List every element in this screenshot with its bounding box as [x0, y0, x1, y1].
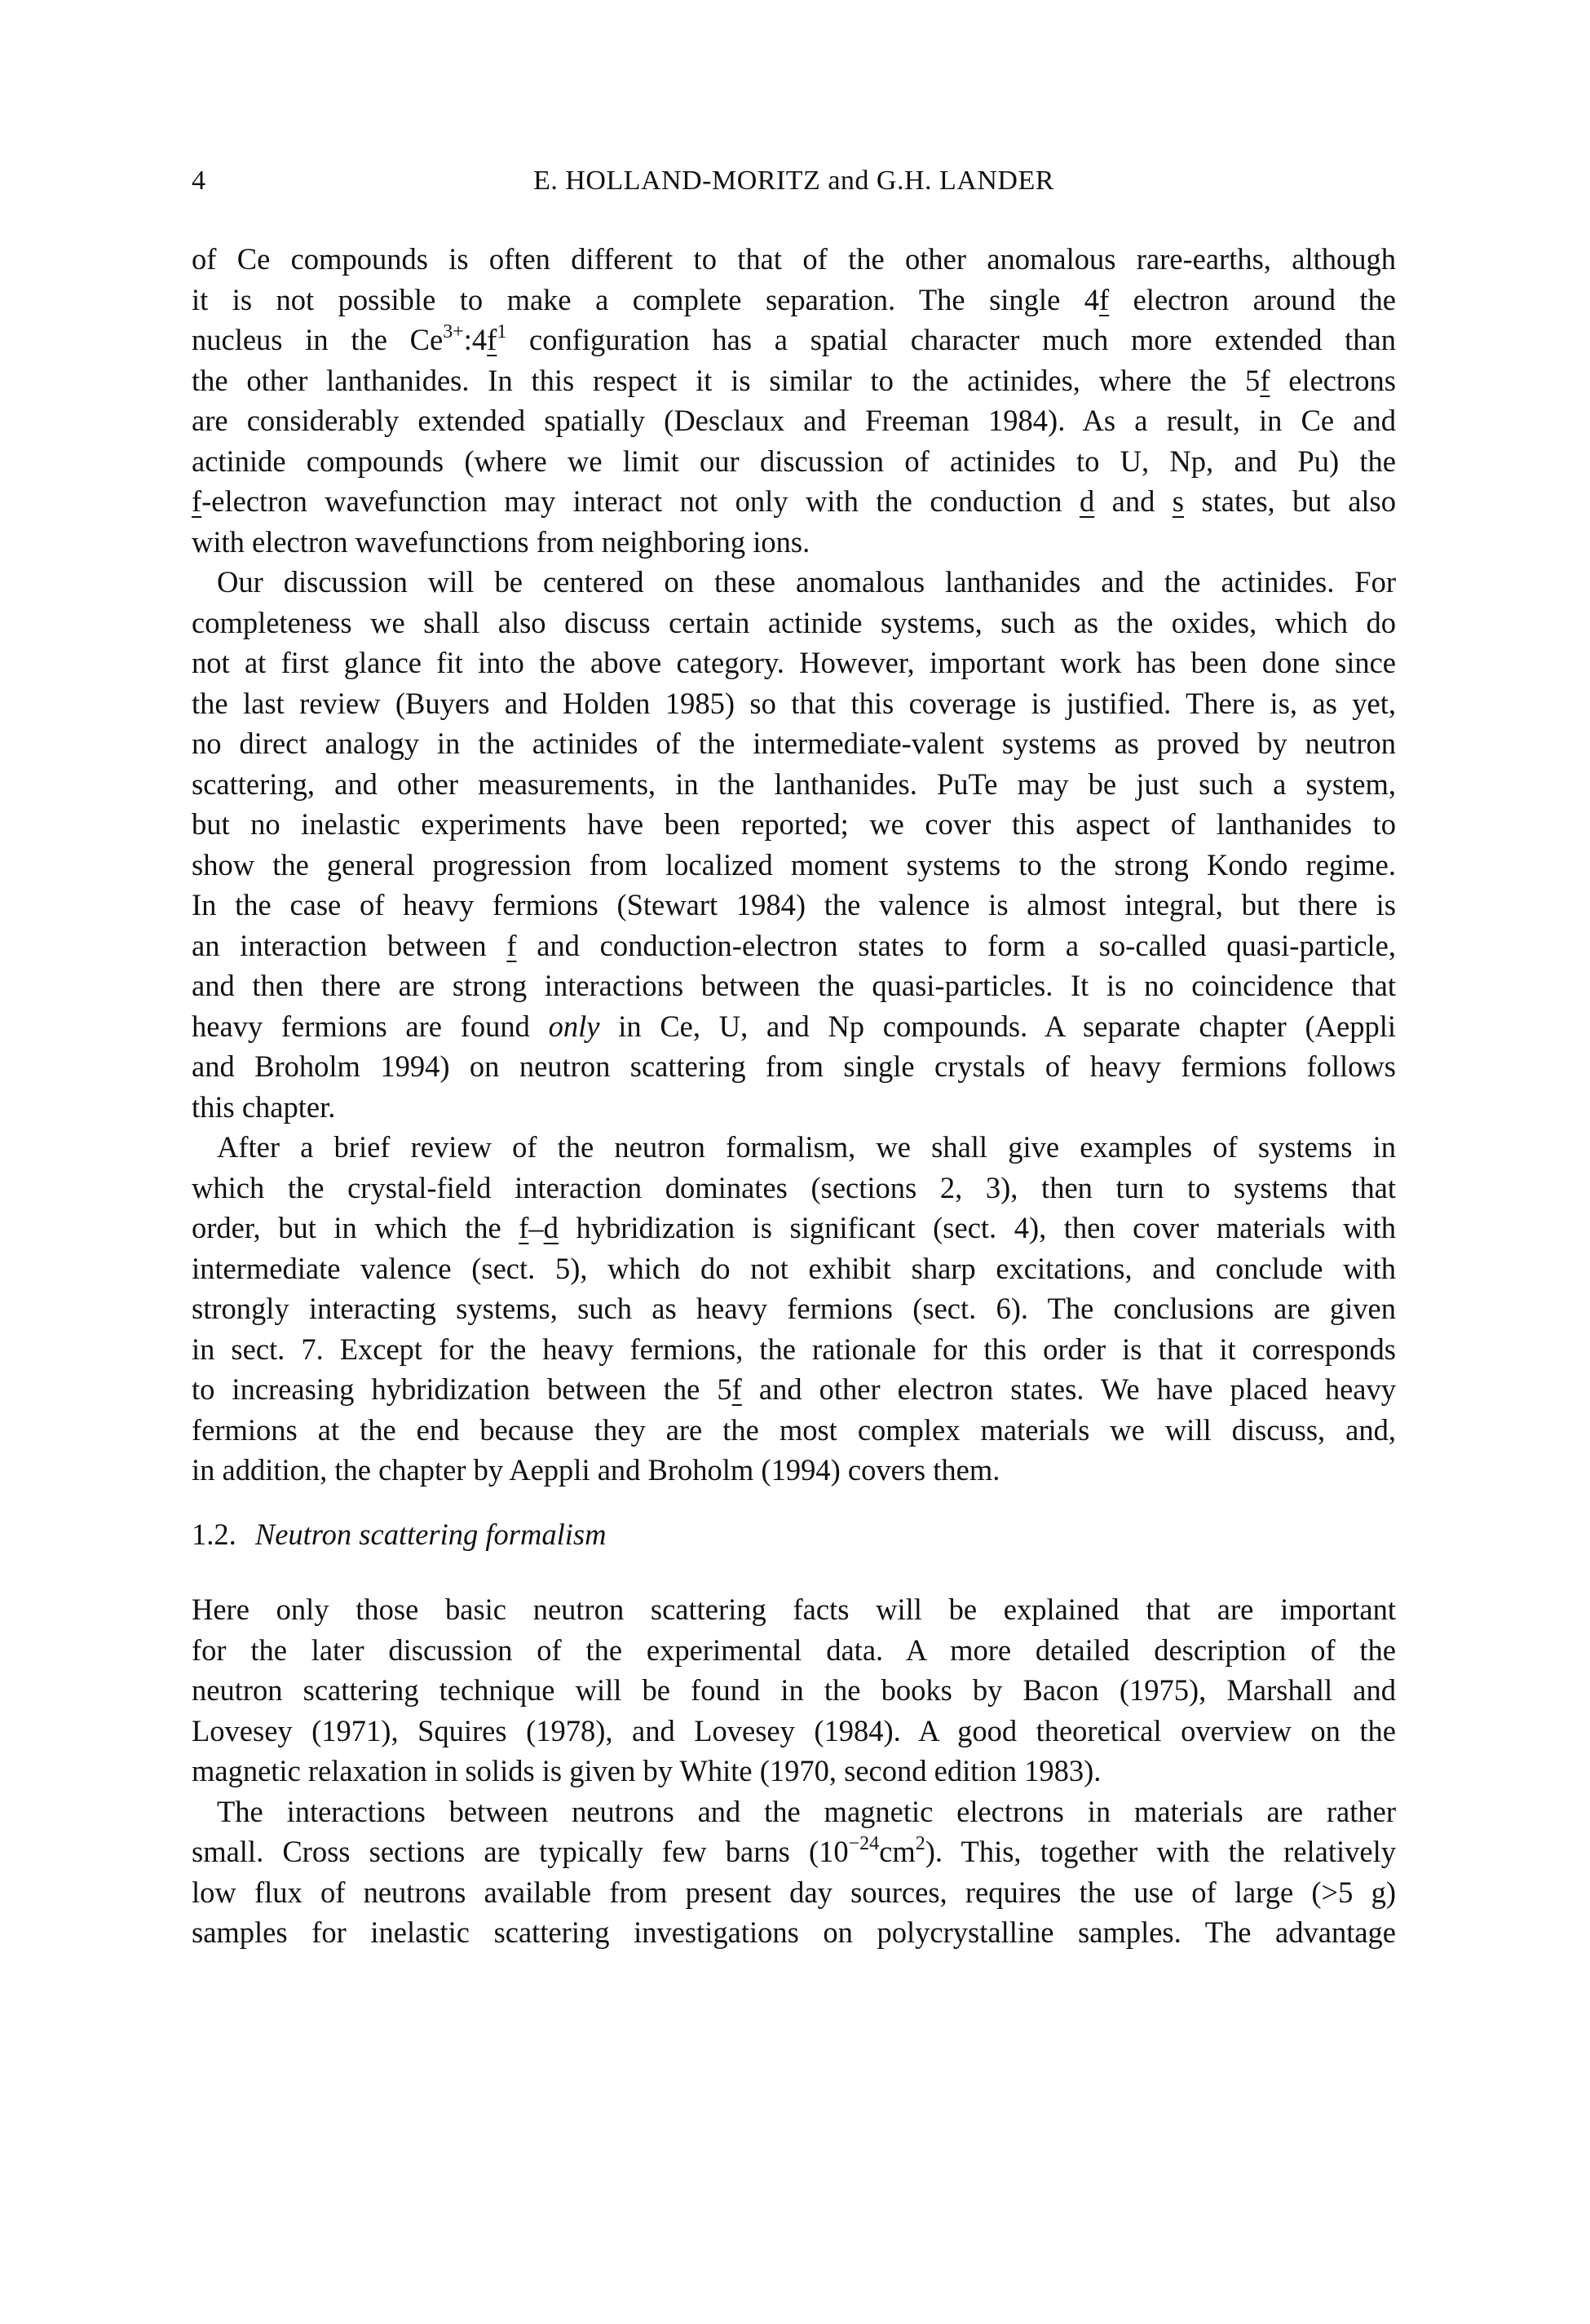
text-run: intermediate valence (sect. 5), which do not exhibit sharp excitations, and conclude with	[192, 1251, 1396, 1285]
text-run: neutron scattering technique will be found in the books by Bacon (1975), Marshall and	[192, 1673, 1396, 1707]
text-run: and	[1094, 484, 1173, 518]
underlined-symbol: f	[1098, 282, 1110, 316]
text-line	[192, 926, 1396, 966]
text-line	[192, 1208, 1396, 1248]
text-run: small. Cross sections are typically few barns (10	[192, 1835, 849, 1868]
text-run: an interaction between	[192, 928, 507, 962]
text-run: the last review (Buyers and Holden 1985) so that this coverage is justified. There is, as yet,	[192, 686, 1396, 720]
text-run: configuration has a spatial character much more extended than	[506, 323, 1397, 356]
text-run: for the later discussion of the experimental data. A more detailed description of the	[192, 1633, 1396, 1667]
text-run: with electron wavefunctions from neighboring ions.	[192, 524, 810, 559]
text-line	[217, 1127, 1396, 1168]
text-line	[192, 1630, 1396, 1671]
text-run: electron around the	[1109, 282, 1396, 316]
text-run: to increasing hybridization between the 5	[192, 1372, 732, 1406]
running-head: E. HOLLAND-MORITZ and G.H. LANDER	[533, 166, 1054, 196]
section-heading	[192, 1514, 606, 1555]
text-run: in sect. 7. Except for the heavy fermions, the rationale for this order is that it corresponds	[192, 1332, 1396, 1366]
text-run: –	[528, 1211, 544, 1244]
text-run: scattering, and other measurements, in the lanthanides. PuTe may be just such a system,	[192, 767, 1396, 801]
text-run: heavy fermions are found	[192, 1009, 549, 1043]
text-run: In the case of heavy fermions (Stewart 1984) the valence is almost integral, but there is	[192, 888, 1396, 921]
text-line	[192, 804, 1396, 845]
text-run: Our discussion will be centered on these anomalous lanthanides and the actinides. For	[217, 565, 1396, 599]
text-run: in addition, the chapter by Aeppli and Broholm (1994) covers them.	[192, 1453, 1000, 1487]
text-line	[192, 764, 1396, 805]
text-run: hybridization is significant (sect. 4), then cover materials with	[558, 1211, 1397, 1244]
text-line	[192, 481, 1396, 522]
text-line	[192, 1288, 1396, 1329]
text-run: show the general progression from localized moment systems to the strong Kondo regime.	[192, 847, 1396, 881]
section-title: Neutron scattering formalism	[254, 1518, 607, 1551]
text-line	[192, 1046, 1396, 1087]
text-run: order, but in which the	[192, 1211, 519, 1244]
text-line	[192, 400, 1396, 441]
page-number: 4	[192, 166, 205, 196]
text-line	[192, 643, 1396, 683]
text-line	[192, 1670, 1396, 1711]
text-line	[192, 1751, 1396, 1792]
text-line	[192, 1410, 1396, 1451]
text-line	[192, 603, 1396, 643]
underlined-symbol: d	[1079, 484, 1095, 518]
text-run: ). This, together with the relatively	[925, 1835, 1397, 1868]
text-line	[192, 845, 1396, 886]
underlined-symbol: s	[1172, 484, 1185, 518]
text-line	[192, 1831, 1396, 1872]
text-run: and then there are strong interactions between the quasi-particles. It is no coincidence that	[192, 969, 1396, 1002]
text-run: After a brief review of the neutron formalism, we shall give examples of systems in	[217, 1130, 1396, 1164]
underlined-symbol: f	[192, 484, 202, 518]
text-run: the other lanthanides. In this respect it is similar to the actinides, where the 5	[192, 363, 1261, 397]
underlined-symbol: f	[487, 323, 497, 356]
text-line	[192, 320, 1396, 360]
text-line	[192, 1168, 1396, 1208]
underlined-symbol: f	[1260, 363, 1270, 397]
text-line	[192, 280, 1396, 320]
text-line	[192, 1087, 1396, 1128]
superscript: 3+	[443, 321, 464, 342]
text-line	[192, 885, 1396, 926]
text-line	[192, 1912, 1396, 1953]
text-run: Lovesey (1971), Squires (1978), and Lovesey (1984). A good theoretical overview on the	[192, 1713, 1396, 1747]
text-run: no direct analogy in the actinides of the intermediate-valent systems as proved by neutron	[192, 727, 1396, 760]
text-run: completeness we shall also discuss certain actinide systems, such as the oxides, which do	[192, 605, 1396, 639]
text-line	[192, 723, 1396, 764]
text-run: low flux of neutrons available from present day sources, requires the use of large (>5 g)	[192, 1875, 1396, 1909]
text-line	[192, 1589, 1396, 1630]
text-line	[192, 1450, 1396, 1491]
text-run: :4	[463, 323, 488, 356]
text-line	[192, 239, 1396, 280]
text-run: cm	[879, 1835, 916, 1868]
text-run: not at first glance fit into the above category. However, important work has been done since	[192, 646, 1396, 679]
text-run: and other electron states. We have placed heavy	[741, 1372, 1396, 1406]
text-run: in Ce, U, and Np compounds. A separate chapter (Aeppli	[599, 1009, 1396, 1043]
text-line	[192, 1711, 1396, 1752]
italic-text: only	[548, 1009, 600, 1043]
superscript: 2	[915, 1833, 925, 1854]
text-line	[192, 1248, 1396, 1289]
text-line	[192, 522, 1396, 563]
text-line	[217, 1792, 1396, 1832]
text-run: Here only those basic neutron scattering facts will be explained that are important	[192, 1593, 1396, 1626]
text-run: but no inelastic experiments have been reported; we cover this aspect of lanthanides to	[192, 807, 1396, 841]
text-run: which the crystal-field interaction dominates (sections 2, 3), then turn to systems that	[192, 1170, 1396, 1204]
text-run: are considerably extended spatially (Desclaux and Freeman 1984). As a result, in Ce and	[192, 404, 1396, 437]
text-run: of Ce compounds is often different to that of the other anomalous rare-earths, although	[192, 242, 1396, 276]
underlined-symbol: f	[731, 1372, 742, 1406]
text-line	[192, 441, 1396, 482]
underlined-symbol: f	[519, 1211, 529, 1244]
text-run: -electron wavefunction may interact not only with the conduction	[201, 484, 1080, 518]
text-line	[217, 562, 1396, 603]
text-run: this chapter.	[192, 1089, 336, 1124]
superscript: 1	[497, 321, 507, 342]
underlined-symbol: d	[543, 1211, 559, 1244]
text-line	[192, 1872, 1396, 1913]
text-line	[192, 965, 1396, 1006]
text-run: strongly interacting systems, such as heavy fermions (sect. 6). The conclusions are given	[192, 1292, 1396, 1325]
text-run: and Broholm 1994) on neutron scattering from single crystals of heavy fermions follows	[192, 1049, 1396, 1083]
superscript: −24	[848, 1833, 880, 1854]
text-run: samples for inelastic scattering investigations on polycrystalline samples. The advantage	[192, 1915, 1396, 1949]
text-line	[192, 1006, 1396, 1047]
text-run: it is not possible to make a complete separation. The single 4	[192, 282, 1099, 316]
text-run: states, but also	[1184, 484, 1396, 518]
underlined-symbol: f	[506, 928, 517, 962]
section-number: 1.2.	[192, 1518, 236, 1551]
text-line	[192, 683, 1396, 724]
text-run: nucleus in the Ce	[192, 323, 444, 356]
text-line	[192, 1369, 1396, 1410]
text-run: actinide compounds (where we limit our discussion of actinides to U, Np, and Pu) the	[192, 444, 1396, 478]
text-run: magnetic relaxation in solids is given by White (1970, second edition 1983).	[192, 1754, 1102, 1787]
text-run: and conduction-electron states to form a so-called quasi-particle,	[516, 928, 1396, 962]
text-run: The interactions between neutrons and the magnetic electrons in materials are rather	[217, 1794, 1396, 1828]
text-run: electrons	[1270, 363, 1396, 397]
text-line	[192, 1329, 1396, 1370]
text-line	[192, 360, 1396, 401]
text-run: fermions at the end because they are the most complex materials we will discuss, and,	[192, 1412, 1396, 1447]
